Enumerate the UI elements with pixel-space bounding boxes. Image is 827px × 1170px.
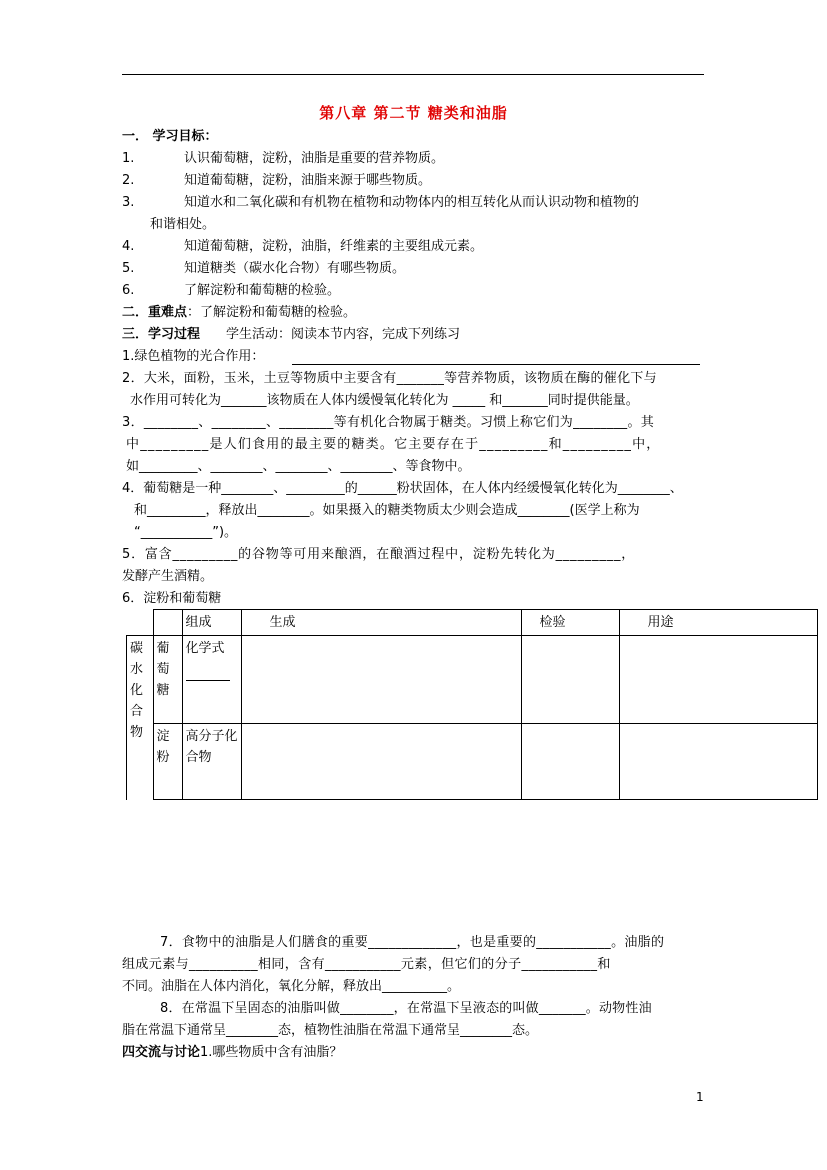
goal-num: 5.: [122, 261, 135, 276]
goal-num: 4.: [122, 239, 135, 254]
goal-text: 认识葡萄糖，淀粉，油脂是重要的营养物质。: [184, 151, 445, 166]
section1-heading: 一． 学习目标：: [122, 129, 218, 144]
question-7: 7．食物中的油脂是人们膳食的重要_____________，也是重要的___________。油脂的: [160, 935, 665, 950]
header-use: 用途: [619, 610, 817, 636]
row-name: 淀粉: [156, 729, 170, 765]
group-label: 碳水化合物: [130, 641, 144, 740]
section4-heading: 四交流与讨论: [122, 1045, 201, 1060]
question-4: “___________”)。: [134, 525, 238, 540]
section2-text: ：了解淀粉和葡萄糖的检验。: [187, 305, 357, 320]
question-5: 发酵产生酒精。: [122, 569, 214, 584]
header-generation: 生成: [241, 610, 521, 636]
section2: [122, 304, 356, 322]
table-row: [127, 636, 818, 724]
goal-text: 知道水和二氧化碳和有机物在植物和动物体内的相互转化从而认识动物和植物的: [184, 195, 640, 210]
question-7: 不同。油脂在人体内消化，氧化分解，释放出__________。: [122, 979, 461, 994]
formula-blank: [186, 659, 230, 681]
goal-num: 6.: [122, 283, 135, 298]
goal-text: 和谐相处。: [150, 217, 216, 232]
question-3: 3．________、________、________等有机化合物属于糖类。习惯上称它们为________。其: [122, 415, 655, 430]
table-header-row: [127, 610, 818, 636]
section3: [122, 326, 460, 344]
question-3: 如_________、________、________、________、等食物中。: [126, 459, 471, 474]
row-composition: 高分子化合物: [185, 729, 238, 765]
header-composition: 组成: [182, 610, 241, 636]
question-5: 5．富含_________的谷物等可用来酿酒，在酿酒过程中，淀粉先转化为_________，: [122, 547, 636, 562]
row-name: 葡萄糖: [156, 641, 170, 698]
sugar-table: [126, 609, 818, 800]
question-1: 1.绿色植物的光合作用：: [122, 349, 265, 364]
table-row: [127, 724, 818, 800]
page-title: 第八章 第二节 糖类和油脂: [319, 104, 508, 122]
goal-num: 3.: [122, 195, 135, 210]
question-3: 中_________是人们食用的最主要的糖类。它主要存在于_________和_________中，: [126, 437, 661, 452]
goal-text: 知道糖类（碳水化合物）有哪些物质。: [184, 261, 406, 276]
goal-text: 知道葡萄糖，淀粉，油脂，纤维素的主要组成元素。: [184, 239, 484, 254]
question-4: 和_________，释放出________。如果摄入的糖类物质太少则会造成________(医学上称为: [134, 503, 640, 518]
question-2: 2．大米，面粉，玉米，土豆等物质中主要含有_______等营养物质，该物质在酶的催化下与: [122, 371, 657, 386]
section2-heading: 二．重难点: [122, 305, 188, 320]
header-test: 检验: [521, 610, 619, 636]
row-composition: 化学式: [185, 641, 225, 656]
question-6: 6．淀粉和葡萄糖: [122, 591, 222, 606]
goal-num: 1.: [122, 151, 135, 166]
question-4: 4．葡萄糖是一种________、_________的______粉状固体，在人体内经缓慢氧化转化为________、: [122, 481, 683, 496]
question-2: 水作用可转化为_______该物质在人体内缓慢氧化转化为 _____ 和_______同时提供能量。: [130, 393, 639, 408]
goal-text: 了解淀粉和葡萄糖的检验。: [184, 283, 341, 298]
section3-heading: 三．学习过程: [122, 327, 201, 342]
section4: [122, 1044, 342, 1062]
header-rule: [122, 74, 704, 75]
question-8: 脂在常温下通常呈________态，植物性油脂在常温下通常呈________态。: [122, 1023, 539, 1038]
goal-text: 知道葡萄糖，淀粉，油脂来源于哪些物质。: [184, 173, 432, 188]
page-number: 1: [696, 1090, 704, 1104]
question-7: 组成元素与__________相同，含有___________元素，但它们的分子___________和: [122, 957, 611, 972]
question-8: 8．在常温下呈固态的油脂叫做________，在常温下呈液态的叫做_______。动物性油: [160, 1001, 652, 1016]
section4-text: 1.哪些物质中含有油脂？: [200, 1045, 343, 1060]
answer-line: [292, 364, 700, 365]
section3-activity: 学生活动：阅读本节内容，完成下列练习: [226, 327, 461, 342]
goal-num: 2.: [122, 173, 135, 188]
